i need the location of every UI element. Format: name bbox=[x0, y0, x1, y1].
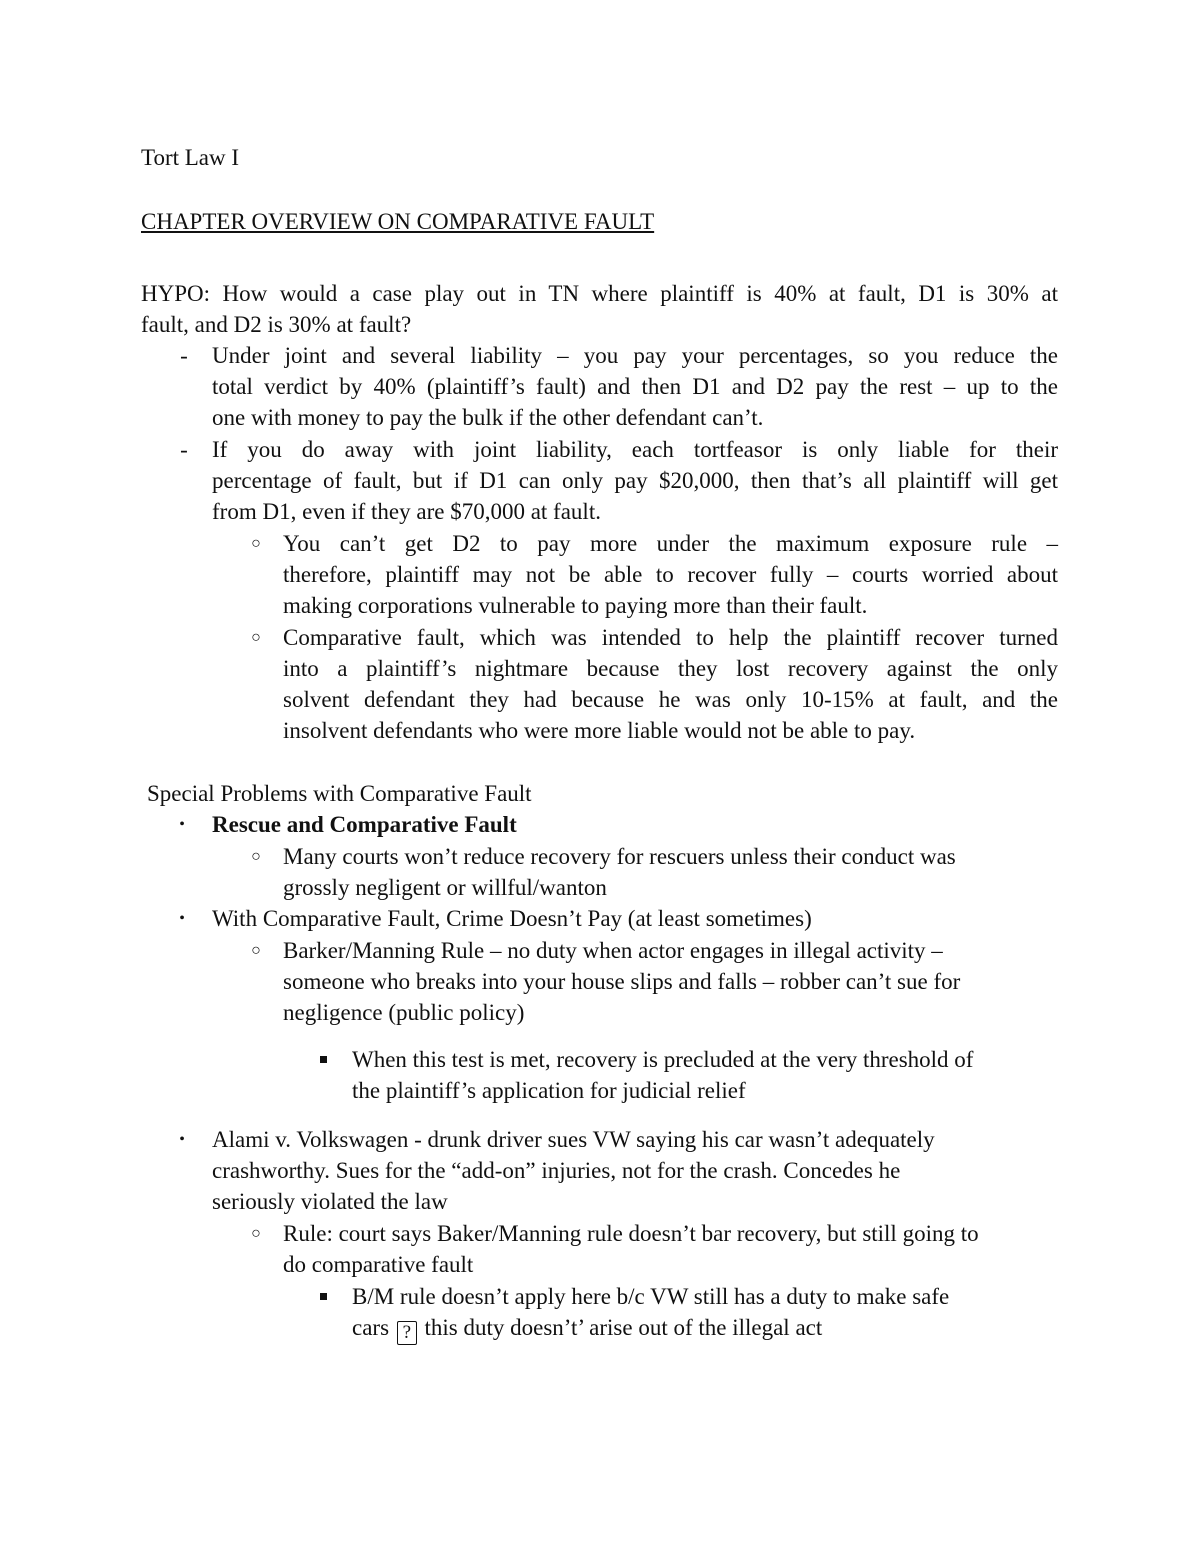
hypo-sub-2-line-4: insolvent defendants who were more liable would not be able to pay. bbox=[283, 718, 916, 743]
circle-bullet: ○ bbox=[251, 848, 261, 865]
hypo-point-2-line-1: If you do away with joint liability, each tortfeasor is only liable for their bbox=[212, 437, 1058, 462]
barker-line-2: someone who breaks into your house slips and falls – robber can’t sue for bbox=[283, 969, 961, 994]
hypo-line-1: HYPO: How would a case play out in TN where plaintiff is 40% at fault, D1 is 30% at bbox=[141, 281, 1058, 306]
circle-bullet: ○ bbox=[251, 942, 261, 959]
alami-rule-line-1: Rule: court says Baker/Manning rule doesn’t bar recovery, but still going to bbox=[283, 1221, 979, 1246]
alami-rule-line-2: do comparative fault bbox=[283, 1252, 474, 1277]
hypo-point-1-line-2: total verdict by 40% (plaintiff’s fault) and then D1 and D2 pay the rest – up to the bbox=[212, 374, 1058, 399]
crime-heading: With Comparative Fault, Crime Doesn’t Pay (at least sometimes) bbox=[212, 906, 812, 931]
rescue-heading: Rescue and Comparative Fault bbox=[212, 812, 517, 837]
section-heading: Special Problems with Comparative Fault bbox=[147, 781, 532, 806]
square-bullet bbox=[320, 1056, 327, 1063]
dash-bullet: - bbox=[180, 437, 188, 462]
hypo-point-1-line-1: Under joint and several liability – you pay your percentages, so you reduce the bbox=[212, 343, 1058, 368]
barker-line-3: negligence (public policy) bbox=[283, 1000, 525, 1025]
round-bullet: • bbox=[179, 910, 185, 927]
hypo-sub-2-line-3: solvent defendant they had because he was only 10-15% at fault, and the bbox=[283, 687, 1058, 712]
round-bullet: • bbox=[179, 1131, 185, 1148]
circle-bullet: ○ bbox=[251, 629, 261, 646]
bm-line-1: B/M rule doesn’t apply here b/c VW still has a duty to make safe bbox=[352, 1284, 950, 1309]
rescue-sub-line-1: Many courts won’t reduce recovery for rescuers unless their conduct was bbox=[283, 844, 956, 869]
dash-bullet: - bbox=[180, 343, 188, 368]
alami-line-2: crashworthy. Sues for the “add-on” injuries, not for the crash. Concedes he bbox=[212, 1158, 901, 1183]
hypo-point-1-line-3: one with money to pay the bulk if the other defendant can’t. bbox=[212, 405, 764, 430]
circle-bullet: ○ bbox=[251, 535, 261, 552]
hypo-sub-2-line-2: into a plaintiff’s nightmare because they lost recovery against the only bbox=[283, 656, 1058, 681]
bm-line-2-after: this duty doesn’t’ arise out of the illegal act bbox=[424, 1315, 823, 1340]
bm-line-2-before: cars bbox=[352, 1315, 390, 1340]
circle-bullet: ○ bbox=[251, 1225, 261, 1242]
threshold-line-1: When this test is met, recovery is precluded at the very threshold of bbox=[352, 1047, 974, 1072]
alami-line-1: Alami v. Volkswagen - drunk driver sues VW saying his car wasn’t adequately bbox=[212, 1127, 935, 1152]
alami-line-3: seriously violated the law bbox=[212, 1189, 448, 1214]
hypo-point-2-line-2: percentage of fault, but if D1 can only pay $20,000, then that’s all plaintiff will get bbox=[212, 468, 1058, 493]
hypo-sub-1-line-1: You can’t get D2 to pay more under the maximum exposure rule – bbox=[283, 531, 1058, 556]
threshold-line-2: the plaintiff’s application for judicial relief bbox=[352, 1078, 746, 1103]
hypo-sub-2-line-1: Comparative fault, which was intended to help the plaintiff recover turned bbox=[283, 625, 1058, 650]
rescue-sub-line-2: grossly negligent or willful/wanton bbox=[283, 875, 607, 900]
square-bullet bbox=[320, 1293, 327, 1300]
unknown-symbol-box: ? bbox=[397, 1321, 417, 1345]
hypo-sub-1-line-3: making corporations vulnerable to paying more than their fault. bbox=[283, 593, 868, 618]
bm-line-2 bbox=[352, 1312, 822, 1345]
round-bullet: • bbox=[179, 816, 185, 833]
document-title: CHAPTER OVERVIEW ON COMPARATIVE FAULT bbox=[141, 209, 655, 234]
hypo-sub-1-line-2: therefore, plaintiff may not be able to recover fully – courts worried about bbox=[283, 562, 1058, 587]
barker-line-1: Barker/Manning Rule – no duty when actor engages in illegal activity – bbox=[283, 938, 943, 963]
hypo-point-2-line-3: from D1, even if they are $70,000 at fault. bbox=[212, 499, 601, 524]
course-name: Tort Law I bbox=[141, 145, 240, 170]
hypo-line-2: fault, and D2 is 30% at fault? bbox=[141, 312, 412, 337]
